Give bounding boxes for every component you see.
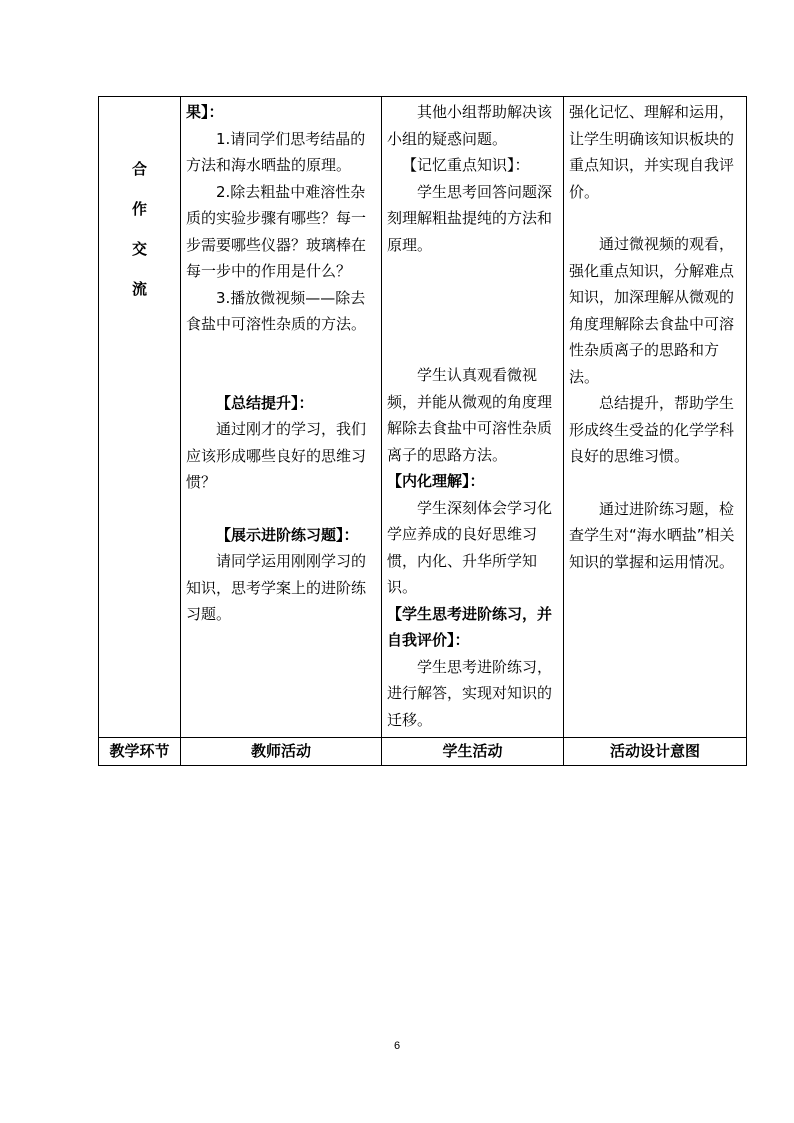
teacher-line: 果】：: [186, 103, 224, 121]
student-line: 学生思考回答问题深刻理解粗盐提纯的方法和原理。: [387, 182, 553, 254]
design-line: 通过微视频的观看，强化重点知识，分解难点知识，加深理解从微观的角度理解除去食盐中可溶性杂质离子的思路和方法。: [569, 235, 735, 386]
stage-char: 流: [131, 280, 147, 298]
stage-char: 合: [131, 160, 147, 178]
design-line: 通过进阶练习题，检查学生对“海水晒盐”相关知识的掌握和运用情况。: [569, 499, 735, 571]
teacher-line: 通过刚才的学习，我们应该形成哪些良好的思维习惯？: [186, 420, 367, 491]
stage-char: 交: [131, 240, 147, 258]
teacher-line: 3.播放微视频——除去食盐中可溶性杂质的方法。: [186, 288, 367, 333]
header-teacher: 教师活动: [181, 738, 382, 766]
design-line: 强化记忆、理解和运用，让学生明确该知识板块的重点知识，并实现自我评价。: [569, 103, 735, 201]
stage-cell: [99, 97, 181, 738]
header-student: 学生活动: [382, 738, 564, 766]
student-heading: 【学生思考进阶练习，并自我评价】：: [387, 604, 553, 649]
student-heading: 【记忆重点知识】：: [402, 156, 530, 174]
content-row: [99, 97, 747, 738]
student-line: 学生思考进阶练习，进行解答，实现对知识的迁移。: [387, 657, 553, 729]
header-design: 活动设计意图: [564, 738, 747, 766]
stage-char: 作: [131, 200, 147, 218]
teacher-line: 请同学运用刚刚学习的知识，思考学案上的进阶练习题。: [186, 552, 367, 623]
teacher-activity-cell: [181, 97, 382, 738]
header-row: [99, 738, 747, 766]
design-line: 总结提升，帮助学生形成终生受益的化学学科良好的思维习惯。: [569, 394, 735, 465]
teacher-heading: 【展示进阶练习题】：: [216, 525, 359, 544]
page-number: 6: [393, 1040, 401, 1052]
teacher-heading: 【总结提升】：: [216, 393, 314, 412]
student-line: 学生认真观看微视频，并能从微观的角度理解除去食盐中可溶性杂质离子的思路方法。: [387, 366, 553, 464]
teacher-line: 2.除去粗盐中难溶性杂质的实验步骤有哪些？每一步需要哪些仪器？玻璃棒在每一步中的作用是什么？: [186, 182, 367, 280]
lesson-plan-table: [98, 96, 747, 766]
header-stage: 教学环节: [99, 738, 181, 766]
student-heading: 【内化理解】：: [387, 472, 485, 490]
design-intent-cell: [564, 97, 747, 738]
student-line: 其他小组帮助解决该小组的疑惑问题。: [387, 103, 553, 148]
teacher-line: 1.请同学们思考结晶的方法和海水晒盐的原理。: [186, 129, 366, 174]
student-line: 学生深刻体会学习化学应养成的良好思维习惯，内化、升华所学知识。: [387, 498, 553, 596]
student-activity-cell: [382, 97, 564, 738]
